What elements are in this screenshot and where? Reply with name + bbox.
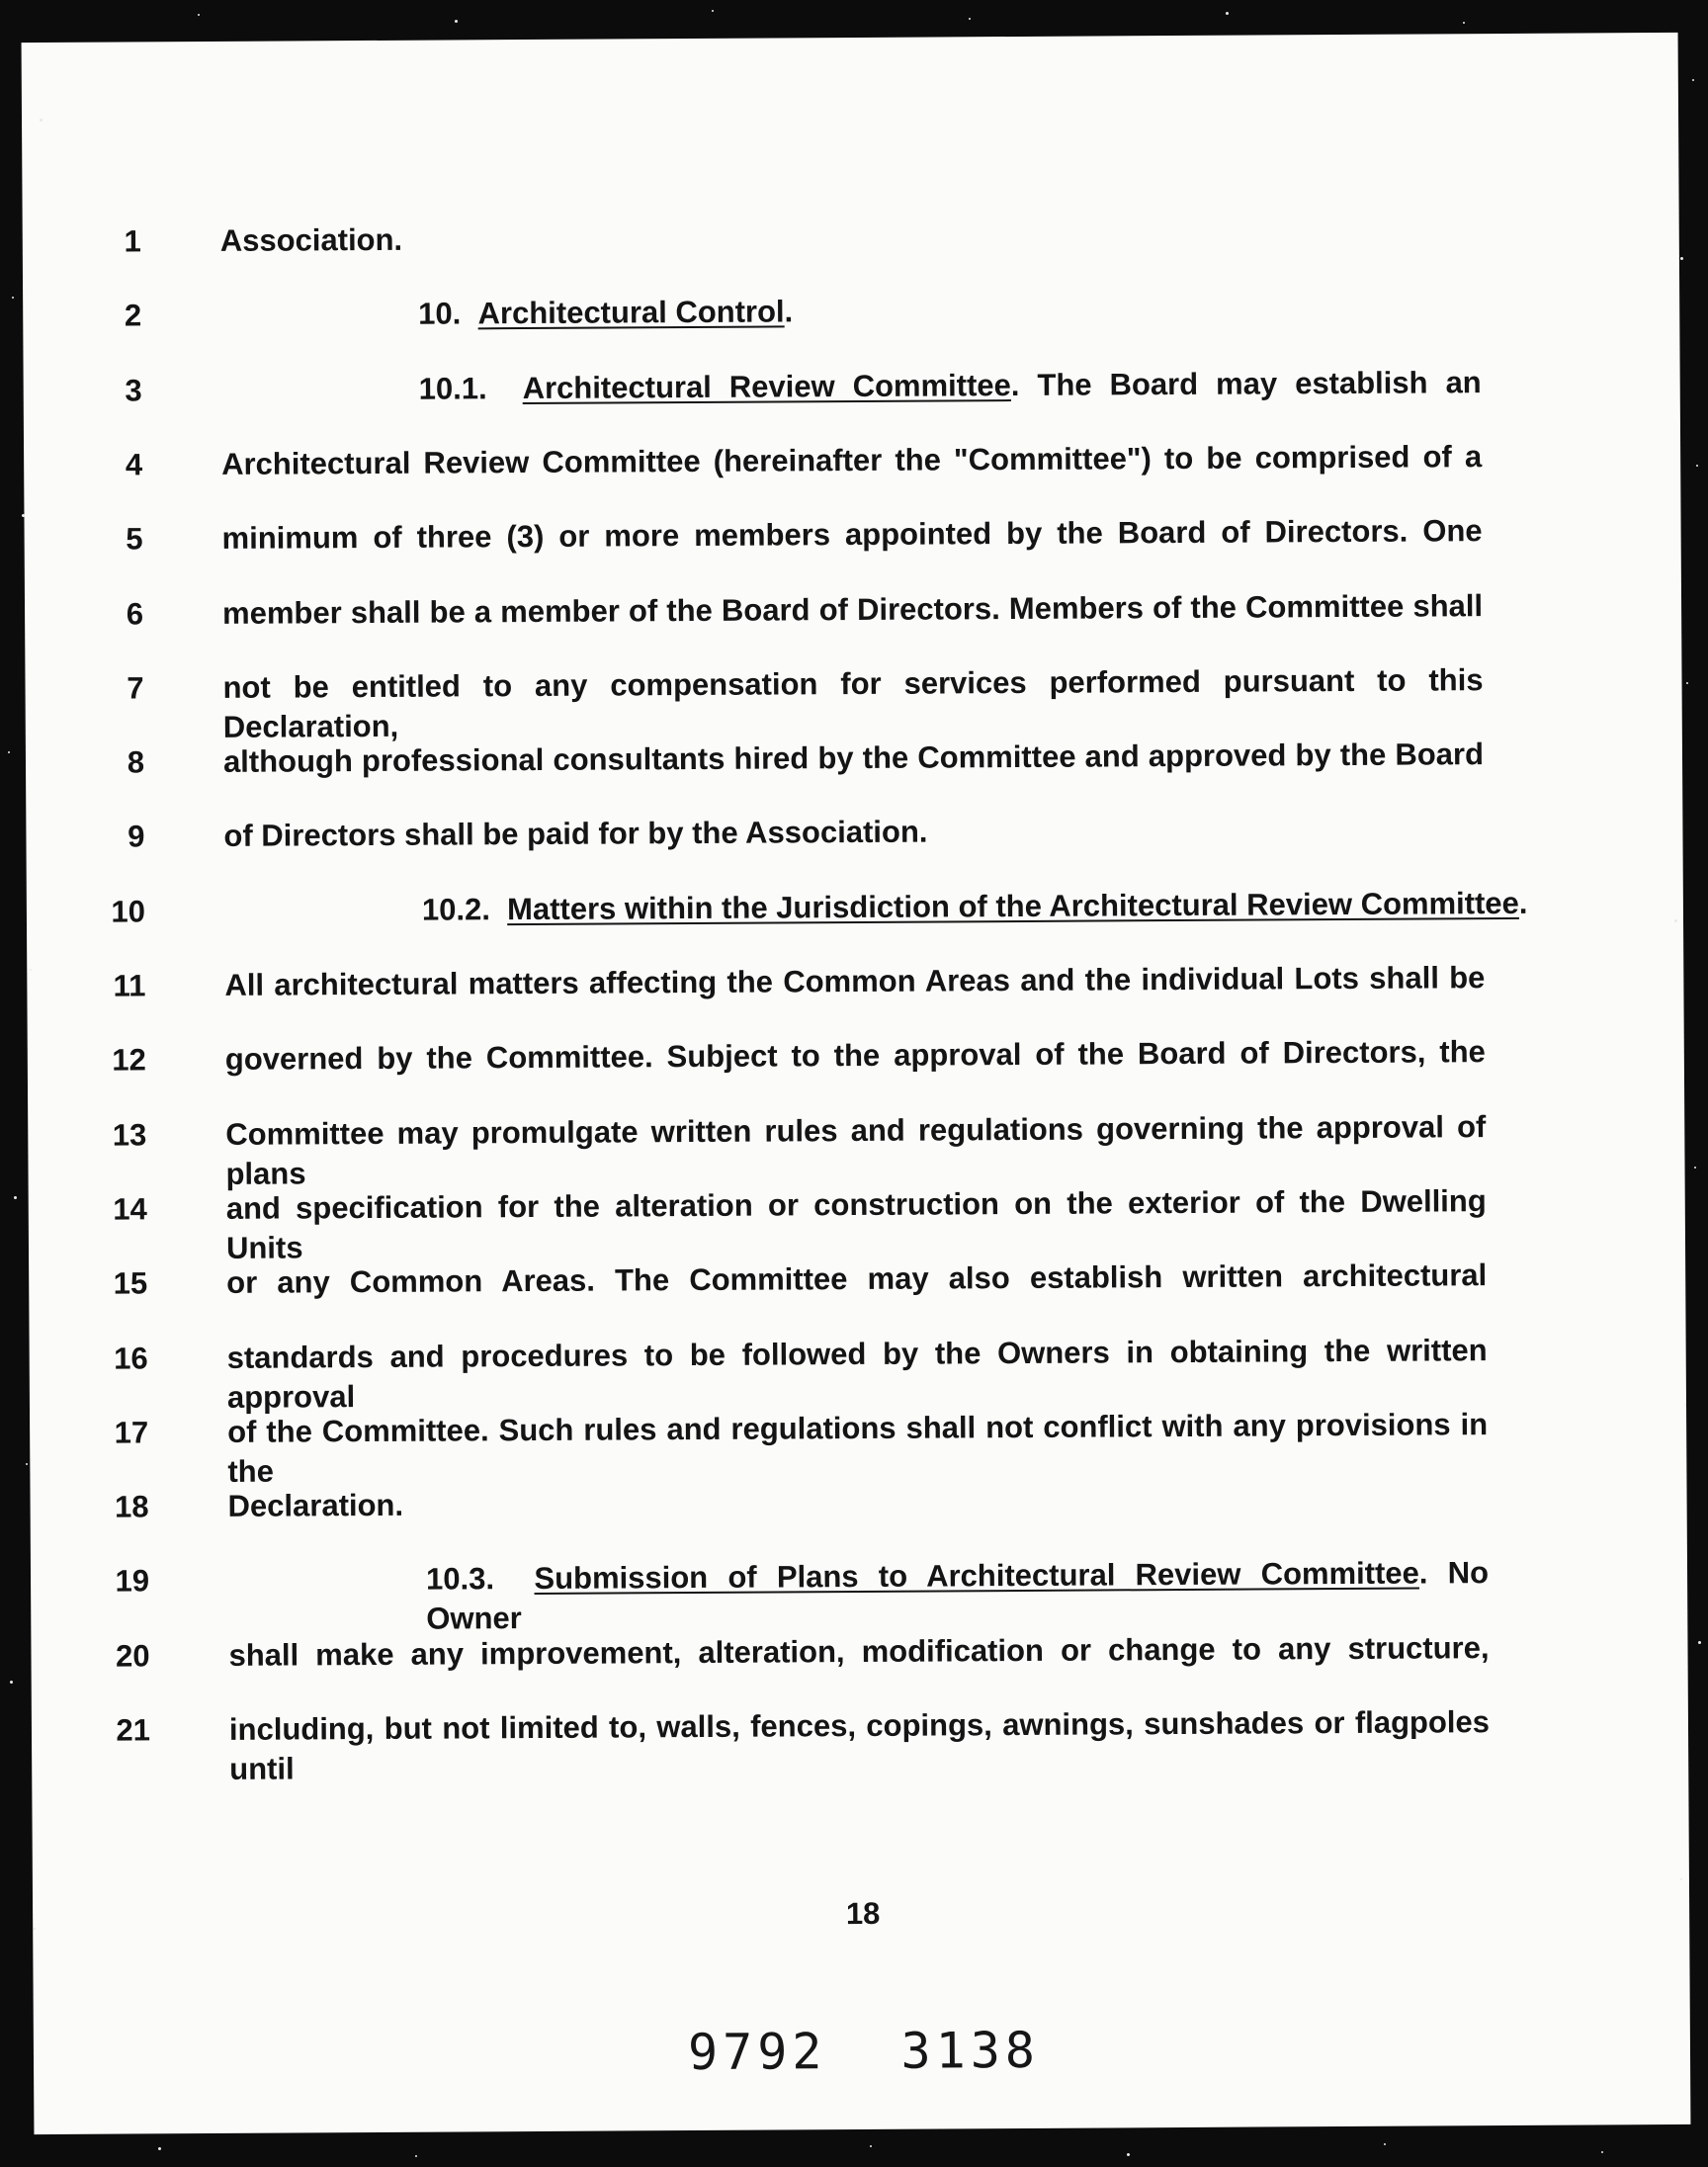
scan-noise-speck [30, 969, 32, 971]
document-line [28, 1031, 1684, 1100]
document-line [24, 361, 1680, 430]
section-title: Architectural Control [477, 294, 785, 331]
document-line [27, 957, 1683, 1026]
line-text: Architectural Review Committee (hereinafter the "Committee") to be comprised of a [221, 439, 1483, 481]
document-line [29, 1180, 1685, 1265]
scan-noise-speck [198, 14, 200, 16]
scan-noise-speck [14, 1196, 17, 1199]
line-number: 20 [115, 1638, 150, 1674]
document-line [30, 1478, 1686, 1547]
document-line [25, 510, 1681, 579]
line-text: although professional consultants hired by the Committee and approved by the Board [222, 737, 1485, 779]
document-line [28, 1105, 1684, 1191]
line-number: 4 [125, 447, 143, 482]
heading-trailing-text: . [1518, 885, 1528, 920]
heading-trailing-text: . No Owner [426, 1555, 1490, 1637]
section-number: 10.3. [425, 1561, 495, 1598]
document-line [31, 1552, 1687, 1637]
line-number: 15 [113, 1265, 148, 1301]
scan-noise-speck [1696, 465, 1698, 467]
document-line [25, 584, 1681, 653]
scan-noise-speck [1686, 682, 1688, 684]
scan-noise-speck [455, 20, 458, 23]
scan-noise-speck [1692, 79, 1694, 81]
document-page [22, 33, 1691, 2134]
scan-noise-speck [1698, 1641, 1701, 1644]
document-line [26, 734, 1682, 803]
line-text: minimum of three (3) or more members appointed by the Board of Directors. One [221, 513, 1483, 557]
line-number: 19 [115, 1563, 150, 1599]
scan-noise-speck [1694, 1167, 1696, 1169]
section-number: 10. [418, 296, 462, 331]
line-number: 7 [127, 670, 144, 706]
page-number: 18 [845, 1895, 881, 1932]
scan-noise-speck [1384, 2143, 1386, 2145]
document-line [27, 883, 1683, 952]
document-line [23, 287, 1679, 356]
line-number: 13 [112, 1116, 147, 1153]
scan-noise-speck [1674, 919, 1677, 922]
line-number: 18 [115, 1489, 149, 1524]
scan-noise-speck [1680, 257, 1683, 260]
line-text: or any Common Areas. The Committee may also establish written architectural [226, 1257, 1488, 1301]
scan-noise-speck [34, 1928, 36, 1930]
scan-noise-speck [712, 10, 714, 12]
line-text: Committee may promulgate written rules and regulations governing the approval of plans [225, 1108, 1487, 1191]
line-text: of Directors shall be paid for by the Association. [223, 814, 928, 854]
document-line [25, 659, 1681, 744]
line-number: 11 [113, 968, 146, 1003]
line-text: Declaration. [227, 1487, 404, 1523]
heading-trailing-text: . The Board may establish an [1010, 364, 1482, 402]
line-text: of the Committee. Such rules and regulations shall not conflict with any provisions in the [227, 1406, 1489, 1489]
scan-noise-speck [1680, 1878, 1682, 1880]
document-line [32, 1701, 1688, 1786]
section-title: Matters within the Jurisdiction of the Architectural Review Committee [506, 885, 1519, 926]
line-number: 3 [125, 372, 142, 408]
line-number: 10 [111, 894, 146, 929]
document-line [31, 1627, 1687, 1696]
scan-noise-speck [26, 1463, 28, 1465]
scan-noise-speck [870, 2145, 872, 2147]
line-number: 9 [128, 819, 145, 854]
scan-noise-speck [8, 751, 10, 753]
document-line [24, 436, 1680, 505]
bates-stamp: 9792 3138 [687, 2021, 1041, 2082]
line-number: 1 [124, 223, 141, 259]
scan-noise-speck [158, 2147, 161, 2150]
scan-noise-speck [12, 297, 14, 299]
line-number: 14 [113, 1191, 147, 1227]
heading-trailing-text: . [784, 294, 794, 329]
document-line [30, 1404, 1686, 1489]
scan-noise-speck [40, 119, 43, 122]
line-number: 5 [126, 521, 143, 557]
line-text: All architectural matters affecting the Common Areas and the individual Lots shall be [224, 960, 1486, 1002]
line-number: 6 [126, 595, 144, 631]
scan-noise-speck [1127, 2153, 1130, 2156]
scan-noise-speck [969, 18, 971, 20]
numbered-lines [22, 33, 1678, 1786]
document-line [26, 808, 1682, 877]
line-number: 17 [114, 1415, 149, 1450]
scan-noise-speck [22, 514, 25, 517]
document-line [30, 1329, 1686, 1415]
section-title: Architectural Review Committee [522, 367, 1011, 405]
line-number: 21 [116, 1712, 151, 1748]
line-text: Association. [219, 221, 403, 258]
line-text: and specification for the alteration or construction on the exterior of the Dwelling Units [225, 1182, 1487, 1265]
line-text: including, but not limited to, walls, fences, copings, awnings, sunshades or flagpoles until [228, 1704, 1491, 1786]
scan-noise-speck [1226, 12, 1229, 15]
scan-noise-speck [1463, 22, 1465, 24]
section-heading-line [419, 363, 1482, 409]
line-text: governed by the Committee. Subject to the approval of the Board of Directors, the [224, 1034, 1486, 1078]
scan-noise-speck [10, 1681, 13, 1684]
scan-noise-speck [1684, 1404, 1686, 1406]
scan-noise-speck [1601, 2151, 1603, 2153]
line-text: member shall be a member of the Board of Directors. Members of the Committee shall [221, 587, 1484, 631]
section-title: Submission of Plans to Architectural Review Committee [534, 1555, 1419, 1597]
section-number: 10.2. [421, 891, 490, 927]
section-heading-line [422, 884, 1528, 930]
line-number: 2 [124, 298, 142, 333]
line-number: 12 [112, 1042, 146, 1078]
line-number: 8 [127, 744, 145, 780]
section-heading-line [418, 293, 793, 334]
line-text: shall make any improvement, alteration, modification or change to any structure, [228, 1629, 1490, 1673]
section-number: 10.1. [418, 370, 487, 406]
document-line [23, 213, 1679, 282]
document-line [29, 1255, 1685, 1324]
scan-noise-speck [415, 2155, 417, 2157]
line-text: standards and procedures to be followed by the Owners in obtaining the written approval [226, 1332, 1488, 1415]
section-heading-line [425, 1553, 1490, 1637]
line-text: not be entitled to any compensation for services performed pursuant to this Declaration, [222, 661, 1484, 744]
line-number: 16 [114, 1340, 148, 1376]
